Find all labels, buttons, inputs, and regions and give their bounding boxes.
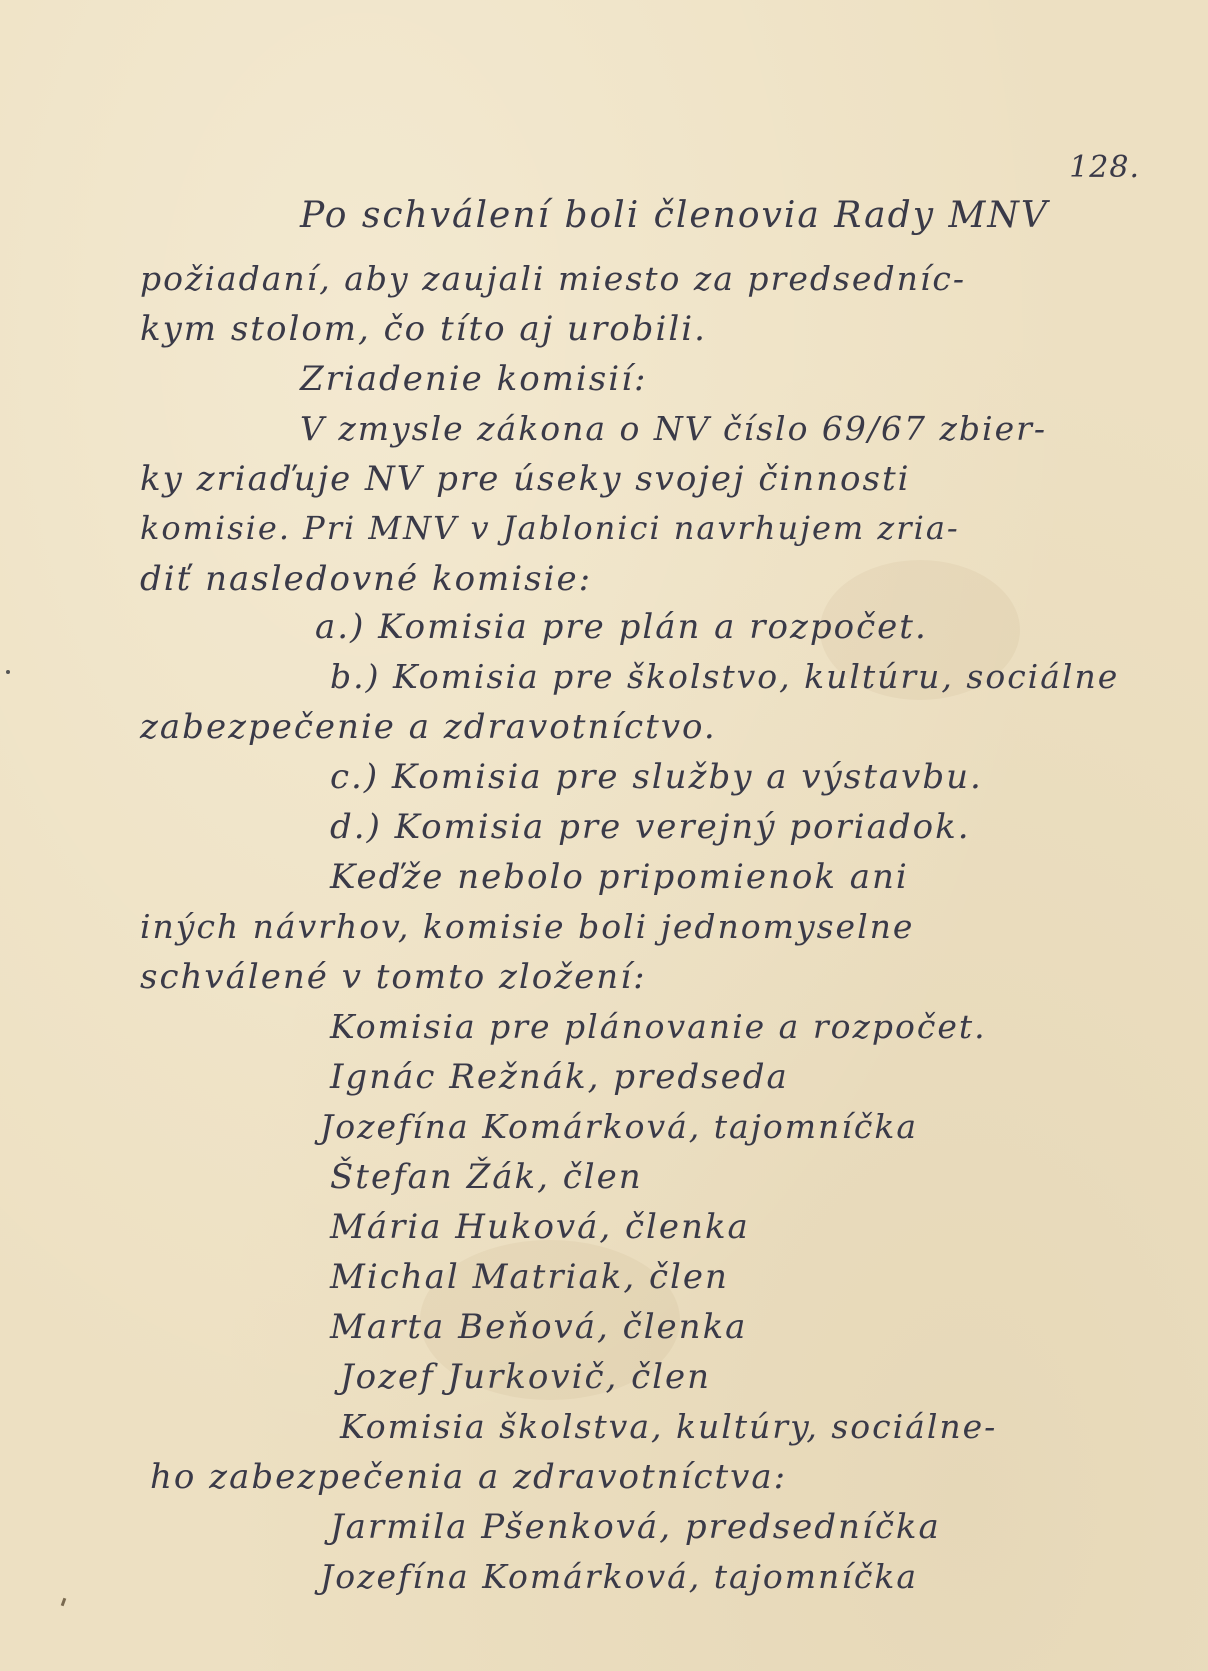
- text-line: V zmysle zákona o NV číslo 69/67 zbier-: [300, 409, 1048, 448]
- text-line: schválené v tomto zložení:: [140, 957, 647, 997]
- committee-heading: Komisia školstva, kultúry, sociálne-: [340, 1407, 998, 1446]
- list-item: d.) Komisia pre verejný poriadok.: [330, 807, 971, 847]
- list-item: b.) Komisia pre školstvo, kultúru, sociálne: [330, 657, 1120, 696]
- page-number: 128.: [1069, 150, 1140, 185]
- text-line: Po schválení boli členovia Rady MNV: [300, 195, 1049, 236]
- list-item: c.) Komisia pre služby a výstavbu.: [330, 757, 983, 797]
- member-line: Mária Huková, členka: [330, 1207, 750, 1247]
- member-line: Jozefína Komárková, tajomníčka: [320, 1557, 919, 1596]
- text-line: požiadaní, aby zaujali miesto za predsedníc-: [140, 259, 967, 298]
- text-line: kym stolom, čo títo aj urobili.: [140, 309, 707, 349]
- member-line: Jozefína Komárková, tajomníčka: [320, 1107, 919, 1146]
- member-line: Marta Beňová, členka: [330, 1307, 748, 1347]
- text-line: ky zriaďuje NV pre úseky svojej činnosti: [140, 459, 911, 499]
- section-heading: Zriadenie komisií:: [300, 359, 648, 399]
- list-item: a.) Komisia pre plán a rozpočet.: [315, 607, 928, 647]
- text-line: diť nasledovné komisie:: [140, 559, 593, 599]
- text-line: komisie. Pri MNV v Jablonici navrhujem zria-: [140, 509, 960, 547]
- committee-heading: Komisia pre plánovanie a rozpočet.: [330, 1007, 987, 1046]
- paper-fleck: [61, 1598, 67, 1607]
- list-item-continuation: zabezpečenie a zdravotníctvo.: [140, 707, 717, 747]
- member-line: Jarmila Pšenková, predsedníčka: [330, 1507, 941, 1547]
- member-line: Štefan Žák, člen: [330, 1157, 643, 1197]
- member-line: Ignác Režnák, predseda: [330, 1057, 789, 1097]
- text-line: iných návrhov, komisie boli jednomyselne: [140, 907, 915, 946]
- member-line: Jozef Jurkovič, člen: [340, 1357, 712, 1397]
- text-line: Keďže nebolo pripomienok ani: [330, 857, 909, 897]
- committee-heading-continuation: ho zabezpečenia a zdravotníctva:: [150, 1457, 788, 1497]
- margin-mark: [6, 670, 10, 674]
- member-line: Michal Matriak, člen: [330, 1257, 729, 1297]
